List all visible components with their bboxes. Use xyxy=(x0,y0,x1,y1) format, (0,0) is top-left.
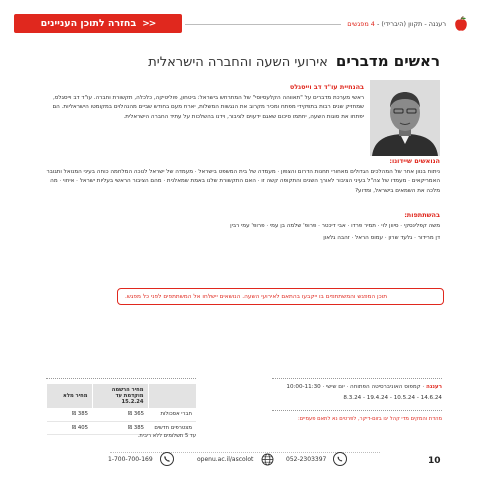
online-note: מהדת והמקים מדי קהל יגו בזום-דיקר, לפרטים נא לתאם פעמיים: xyxy=(297,416,442,422)
topics-section xyxy=(45,157,440,196)
schedule-city: רעננה xyxy=(425,384,442,390)
globe-icon xyxy=(260,452,274,466)
topics-description: ניתוח בנוון אחר של המהלכים הגדולים מאחורי תחנות הדרום והצפון · מעמדה של בית המשפט בישראל · מעמדה של ישראל לנוכה המלחמה כוחה בעיני המנואל ותגובר האמריקאים · מעמדו של צה"ל בעיני הציבור לאורך השנים והתקופה קשה זו · האם התקשורת שלנו באמת שמאלנית · מהם הציבור הראשי בעליות ישראל · איחוי · מה מלכה את השמאים בישראל, ומדוע? xyxy=(46,169,440,194)
breadcrumb xyxy=(341,20,450,28)
website-url: openu.ac.il/ascolot xyxy=(197,455,254,463)
back-to-contents-button[interactable] xyxy=(14,14,182,33)
schedule-middle-divider xyxy=(272,410,442,411)
table-cell: 365 ₪ xyxy=(92,408,148,421)
course-subtitle: אירועי השעה והחברה הישראלית xyxy=(148,55,328,70)
table-cell: מצטרפים חדשים xyxy=(148,421,196,434)
table-cell: 385 ₪ xyxy=(92,421,148,434)
breadcrumb-prefix: רעננה - תקוון (היברידי) - xyxy=(374,20,446,28)
phone-icon xyxy=(160,452,174,466)
table-header-cell xyxy=(148,384,196,408)
whatsapp-contact[interactable] xyxy=(286,452,347,466)
schedule-top-divider xyxy=(272,378,442,379)
schedule-dates: 14.6.24 - 10.5.24 - 19.4.24 - 8.3.24 xyxy=(343,395,442,401)
table-cell: 385 ₪ xyxy=(47,408,93,421)
table-header-cell: מחיר מלא xyxy=(47,384,93,408)
table-row xyxy=(47,408,197,421)
table-cell: חברי אסכולות xyxy=(148,408,196,421)
page-title xyxy=(148,52,440,70)
whatsapp-icon xyxy=(333,452,347,466)
website-link[interactable] xyxy=(197,452,274,466)
table-top-divider xyxy=(46,378,196,379)
whatsapp-number: 052-2303397 xyxy=(286,455,327,463)
schedule-location: · קמפוס האוניברסיטה הפתוחה · יום שישי · 10:00-11:30 xyxy=(286,384,425,390)
content-note-text: תוכן המפגש והמשתתפים בו ייקבעו בהתאם לאירועי השעה. הנושאים יישלחו אל המשתתפים לפני כל מפגש. xyxy=(125,293,388,300)
schedule-section xyxy=(272,384,442,401)
table-cell: 405 ₪ xyxy=(47,421,93,434)
participants-label: בהשתתפות: xyxy=(404,211,440,219)
page-number: 10 xyxy=(428,456,441,466)
double-chevron-icon: >> xyxy=(142,18,156,29)
participants-line-2: דן מרידור · גלעד שרון · עמוס הראל · זהבה גלאון xyxy=(323,235,440,242)
table-header-row xyxy=(47,384,197,408)
table-header-cell: מחיר הרשמה מוקדמת עד 15.2.24 xyxy=(92,384,148,408)
apple-icon xyxy=(454,16,468,32)
moderator-section xyxy=(45,83,364,122)
schedule-location-line xyxy=(272,384,442,390)
content-note xyxy=(117,288,444,305)
price-table xyxy=(46,384,196,435)
phone-number: 1-700-700-169 xyxy=(108,455,153,463)
topics-label: הנואשים שיידונו: xyxy=(389,157,440,165)
moderator-photo xyxy=(370,80,440,156)
moderator-description: ראשי מערכת מדברים על "תאווהה הקלעסיוסי" של המתרחש בישראל: ביטחון, פוליטיקה, כלכלה, תקשורת וחברה. עו"ד דב וייסגלס, שמחזיק שנים רבות בתפקידי מפתח ומכיר מקרוב את הנגשות המשלות, יארח מעם בחודש שביים מהנהלוים במקומטו הישראליות. הם יפתחו את סוגות השעה, יחתמו סיכום שאגם ידעוים לציבור, וידנו בהשלכות על עתיד החברה הישראלית. xyxy=(52,95,364,120)
moderator-label: בהנחיית עו"ד דב וייסגלס xyxy=(289,83,364,91)
course-title: ראשים מדברים xyxy=(335,52,440,70)
participants-line-1: משה קפלינסקי · סיוון לוי · תמיר פרדו · אבי דיכטר · פרופ' שלמה בן עמי · פרופ' עמי רבין xyxy=(230,223,440,229)
person-portrait-icon xyxy=(370,80,440,156)
installments-note: עד 5 תשלומים ללא ריבית. xyxy=(137,433,196,439)
back-to-contents-label: בחזרה לתוכן העניינים xyxy=(40,18,137,29)
participants-section xyxy=(45,211,440,244)
phone-contact[interactable] xyxy=(108,452,174,466)
breadcrumb-section: 4 מפגשים xyxy=(347,20,375,28)
